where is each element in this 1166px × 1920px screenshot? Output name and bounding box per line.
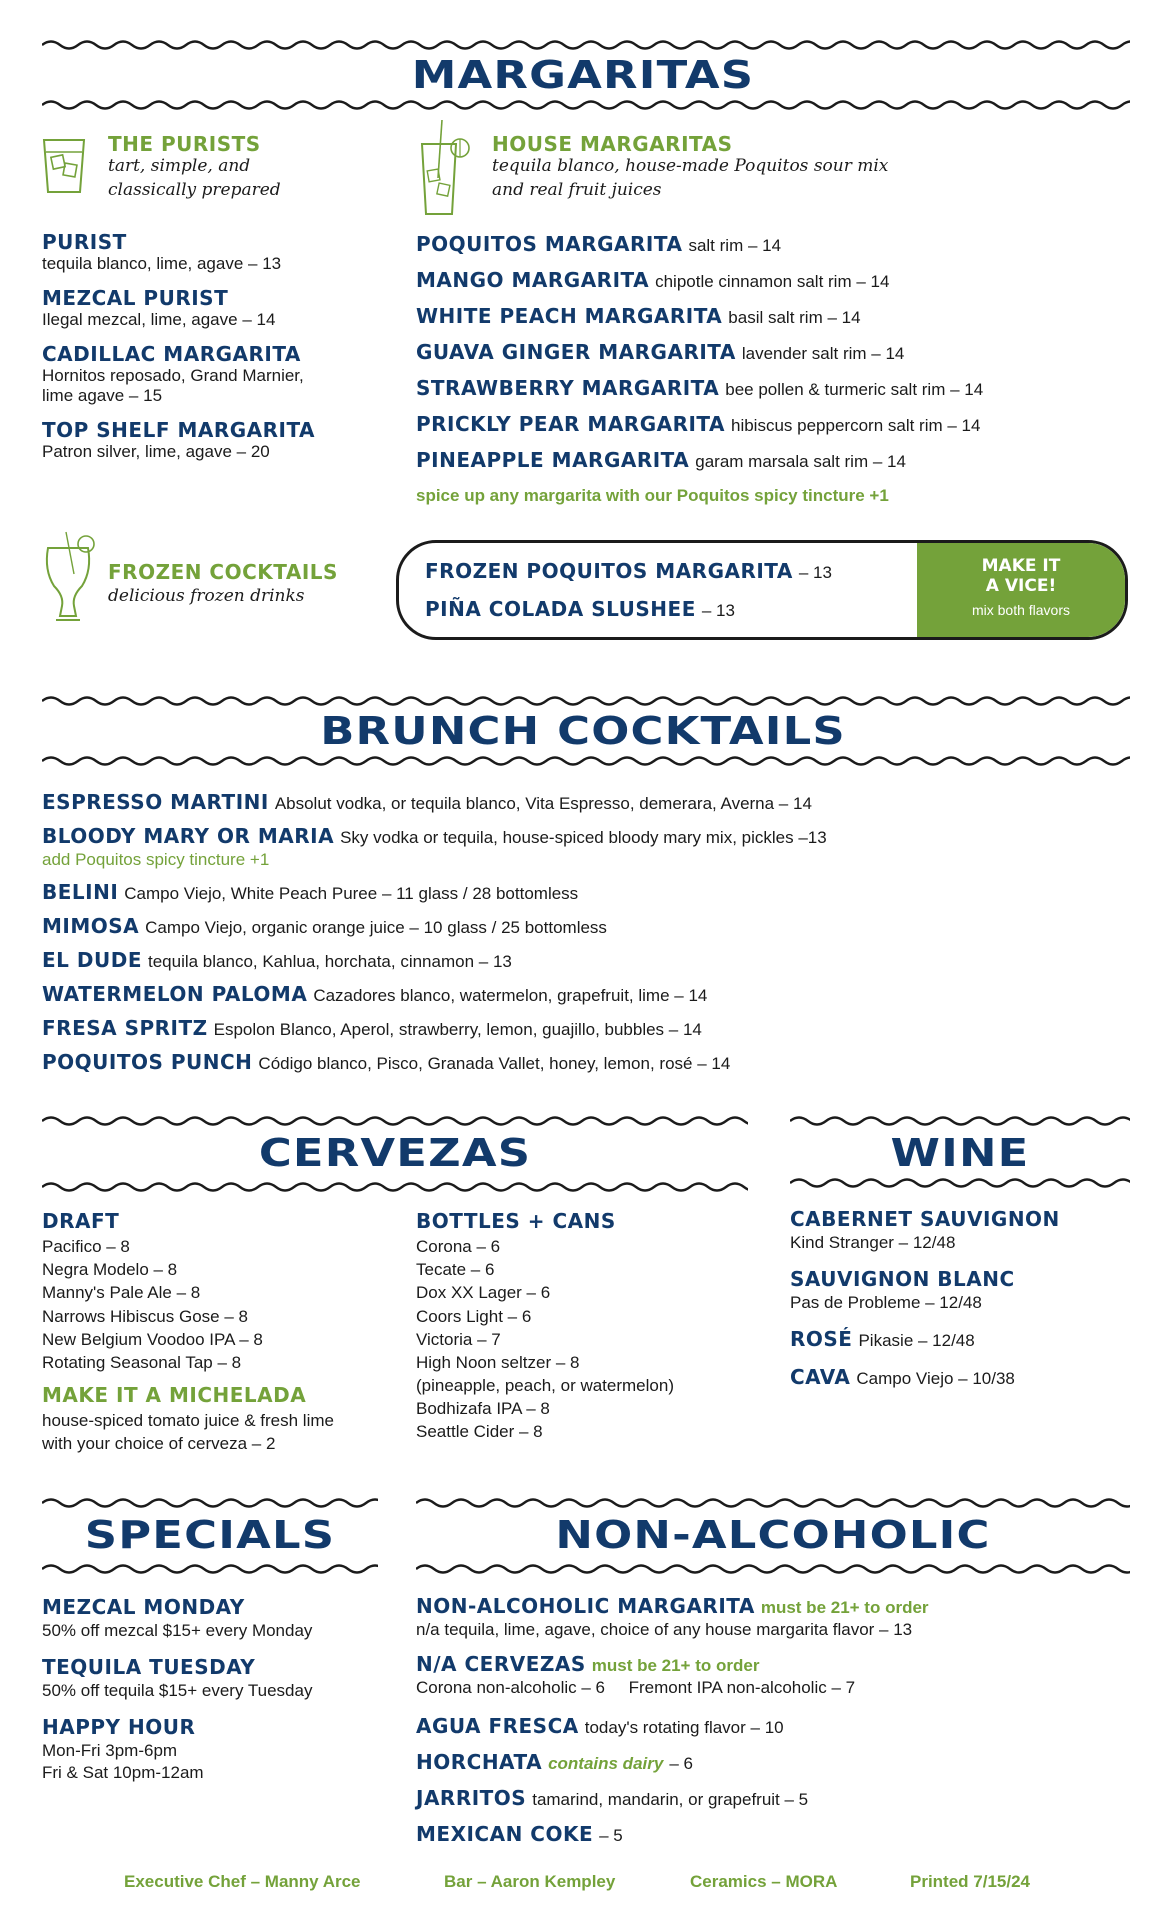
- drink-desc: – 6: [669, 1754, 693, 1773]
- drink-name: JARRITOS: [416, 1786, 527, 1810]
- section-title-non-alcoholic: NON-ALCOHOLIC: [555, 1513, 991, 1557]
- list-item: [416, 412, 980, 437]
- drink-desc: Campo Viejo, White Peach Puree – 11 glass / 28 bottomless: [124, 884, 579, 903]
- wave-divider: [42, 1562, 378, 1576]
- drink-name: ESPRESSO MARTINI: [42, 790, 269, 814]
- list-item: [416, 448, 906, 473]
- footer-printed: Printed 7/15/24: [910, 1872, 1031, 1891]
- wine-name: CAVA: [790, 1365, 851, 1390]
- list-item: Narrows Hibiscus Gose – 8: [42, 1306, 248, 1326]
- drink-name: N/A CERVEZAS: [416, 1652, 586, 1676]
- drink-desc: tamarind, mandarin, or grapefruit – 5: [532, 1790, 809, 1809]
- list-item: [425, 597, 735, 622]
- list-item: [416, 340, 904, 365]
- house-margaritas-heading: HOUSE MARGARITAS: [492, 132, 733, 156]
- drink-desc: bee pollen & turmeric salt rim – 14: [725, 380, 984, 399]
- drink-note: contains dairy: [548, 1754, 664, 1773]
- wine-name: CABERNET SAUVIGNON: [790, 1207, 1060, 1231]
- vice-line: MAKE IT: [981, 556, 1061, 576]
- drink-name: GUAVA GINGER MARGARITA: [416, 340, 736, 364]
- michelada-desc: house-spiced tomato juice & fresh lime: [42, 1411, 334, 1431]
- drink-desc: Cazadores blanco, watermelon, grapefruit, lime – 14: [313, 986, 708, 1005]
- list-item: [42, 418, 382, 462]
- spicy-tincture-note: spice up any margarita with our Poquitos spicy tincture +1: [416, 486, 889, 505]
- list-item: Seattle Cider – 8: [416, 1422, 543, 1442]
- list-item: Tecate – 6: [416, 1260, 495, 1280]
- tincture-note: add Poquitos spicy tincture +1: [42, 850, 270, 869]
- wave-divider: [42, 754, 1130, 768]
- wave-divider: [42, 1496, 378, 1510]
- wave-divider: [416, 1496, 1130, 1510]
- wave-divider: [790, 1176, 1130, 1190]
- drink-name: HORCHATA: [416, 1750, 543, 1774]
- frozen-box: [396, 540, 1128, 640]
- make-it-a-vice-badge: [917, 543, 1125, 637]
- list-item: [416, 376, 983, 401]
- list-item: [416, 1714, 784, 1739]
- wave-divider: [42, 1180, 748, 1194]
- list-item: [42, 948, 512, 973]
- drink-name: POQUITOS PUNCH: [42, 1050, 253, 1074]
- drink-name: TOP SHELF MARGARITA: [42, 418, 316, 442]
- wine-name: ROSÉ: [790, 1327, 853, 1352]
- drink-name: WATERMELON PALOMA: [42, 982, 308, 1006]
- footer-ceramics: Ceramics – MORA: [690, 1872, 838, 1891]
- house-margaritas-desc: tequila blanco, house-made Poquitos sour mix: [492, 156, 889, 176]
- specials-list: [42, 1594, 312, 1784]
- drink-desc: salt rim – 14: [688, 236, 782, 255]
- footer-bar: Bar – Aaron Kempley: [444, 1872, 616, 1891]
- list-item: New Belgium Voodoo IPA – 8: [42, 1329, 263, 1349]
- drink-desc: Absolut vodka, or tequila blanco, Vita Espresso, demerara, Averna – 14: [274, 794, 812, 813]
- section-title-wine: WINE: [890, 1131, 1030, 1175]
- drink-name: WHITE PEACH MARGARITA: [416, 304, 723, 328]
- drink-desc: – 13: [701, 601, 735, 620]
- hurricane-glass-icon: [38, 530, 98, 626]
- drink-desc: chipotle cinnamon salt rim – 14: [655, 272, 890, 291]
- list-item: [42, 914, 607, 939]
- bottles-list: [416, 1208, 674, 1443]
- wave-divider: [42, 1114, 748, 1128]
- list-item: Rotating Seasonal Tap – 8: [42, 1352, 242, 1372]
- wave-divider: [790, 1114, 1130, 1128]
- drink-name: MEXICAN COKE: [416, 1822, 594, 1846]
- special-name: TEQUILA TUESDAY: [42, 1655, 256, 1680]
- list-item: [42, 230, 382, 274]
- drink-name: POQUITOS MARGARITA: [416, 232, 683, 256]
- drink-name: PIÑA COLADA SLUSHEE: [425, 597, 696, 621]
- wine-desc: Campo Viejo – 10/38: [856, 1369, 1015, 1389]
- list-item: [42, 982, 707, 1007]
- drink-name: PURIST: [42, 230, 127, 254]
- drink-desc: basil salt rim – 14: [728, 308, 861, 327]
- drink-desc: tequila blanco, lime, agave – 13: [42, 254, 282, 273]
- list-item: [416, 1750, 693, 1775]
- list-item: (pineapple, peach, or watermelon): [416, 1375, 674, 1395]
- list-item: [790, 1326, 1060, 1352]
- list-item: Coors Light – 6: [416, 1306, 532, 1326]
- list-item: [790, 1364, 1060, 1390]
- wave-divider: [42, 694, 1130, 708]
- drink-name: MIMOSA: [42, 914, 140, 938]
- drink-desc: tequila blanco, Kahlua, horchata, cinnamon – 13: [147, 952, 512, 971]
- special-desc: 50% off tequila $15+ every Tuesday: [42, 1681, 313, 1701]
- purists-desc: classically prepared: [108, 180, 281, 200]
- special-desc: Fri & Sat 10pm-12am: [42, 1763, 204, 1783]
- list-item: [416, 1594, 929, 1619]
- drink-desc: Ilegal mezcal, lime, agave – 14: [42, 310, 276, 329]
- list-item: [416, 1822, 623, 1847]
- wave-divider: [416, 1562, 1130, 1576]
- drink-name: BELINI: [42, 880, 119, 904]
- list-item: Dox XX Lager – 6: [416, 1283, 551, 1303]
- drink-name: STRAWBERRY MARGARITA: [416, 376, 720, 400]
- drink-name: FRESA SPRITZ: [42, 1016, 208, 1040]
- drink-desc: Patron silver, lime, agave – 20: [42, 442, 270, 461]
- wave-divider: [42, 38, 1130, 52]
- list-item: [416, 1652, 759, 1677]
- drink-desc: hibiscus peppercorn salt rim – 14: [731, 416, 981, 435]
- michelada-desc: with your choice of cerveza – 2: [42, 1434, 276, 1454]
- list-item: [42, 790, 812, 815]
- drink-desc: – 5: [599, 1826, 623, 1845]
- section-title-cervezas: CERVEZAS: [258, 1131, 532, 1175]
- drink-name: MEZCAL PURIST: [42, 286, 229, 310]
- drink-desc: Sky vodka or tequila, house-spiced bloody mary mix, pickles –13: [340, 828, 827, 847]
- section-title-brunch: BRUNCH COCKTAILS: [320, 709, 846, 753]
- drink-desc: garam marsala salt rim – 14: [695, 452, 906, 471]
- wine-name: SAUVIGNON BLANC: [790, 1267, 1015, 1292]
- special-name: MEZCAL MONDAY: [42, 1595, 245, 1619]
- list-item: [416, 268, 889, 293]
- list-item: Victoria – 7: [416, 1329, 501, 1349]
- house-margaritas-desc: and real fruit juices: [492, 180, 662, 200]
- special-desc: Mon-Fri 3pm-6pm: [42, 1741, 178, 1761]
- drink-name: PRICKLY PEAR MARGARITA: [416, 412, 725, 436]
- wine-desc: Pikasie – 12/48: [858, 1331, 975, 1351]
- drink-name: FROZEN POQUITOS MARGARITA: [425, 559, 793, 583]
- wine-desc: Pas de Probleme – 12/48: [790, 1293, 982, 1313]
- list-item: [42, 824, 827, 849]
- list-item: [42, 342, 382, 406]
- list-item: [42, 1016, 702, 1041]
- footer-chef: Executive Chef – Manny Arce: [124, 1872, 361, 1891]
- wave-divider: [42, 98, 1130, 112]
- frozen-cocktails-heading: FROZEN COCKTAILS: [108, 560, 338, 584]
- drink-desc: lavender salt rim – 14: [741, 344, 905, 363]
- michelada-heading: MAKE IT A MICHELADA: [42, 1382, 307, 1407]
- list-item: [42, 286, 382, 330]
- list-item: Corona – 6: [416, 1237, 501, 1257]
- section-title-specials: SPECIALS: [84, 1513, 336, 1557]
- rocks-glass-icon: [40, 134, 88, 198]
- list-item: [416, 232, 781, 257]
- drink-note: must be 21+ to order: [591, 1656, 760, 1675]
- drink-name: CADILLAC MARGARITA: [42, 342, 301, 366]
- drink-name: MANGO MARGARITA: [416, 268, 650, 292]
- draft-heading: DRAFT: [42, 1209, 120, 1233]
- bottles-heading: BOTTLES + CANS: [416, 1209, 616, 1233]
- drink-desc: Campo Viejo, organic orange juice – 10 glass / 25 bottomless: [145, 918, 607, 937]
- special-desc: 50% off mezcal $15+ every Monday: [42, 1621, 313, 1640]
- draft-list: [42, 1208, 334, 1455]
- list-item: [416, 304, 861, 329]
- drink-desc: Hornitos reposado, Grand Marnier,: [42, 366, 304, 385]
- list-item: High Noon seltzer – 8: [416, 1352, 580, 1372]
- drink-name: PINEAPPLE MARGARITA: [416, 448, 690, 472]
- drink-desc: lime agave – 15: [42, 386, 163, 405]
- drink-name: NON-ALCOHOLIC MARGARITA: [416, 1594, 755, 1618]
- list-item: Pacifico – 8: [42, 1237, 130, 1257]
- drink-name: AGUA FRESCA: [416, 1714, 579, 1738]
- drink-name: EL DUDE: [42, 948, 142, 972]
- drink-note: must be 21+ to order: [760, 1598, 929, 1617]
- drink-name: BLOODY MARY OR MARIA: [42, 824, 335, 848]
- drink-desc: Corona non-alcoholic – 6 Fremont IPA non-alcoholic – 7: [416, 1678, 856, 1697]
- highball-glass-icon: [416, 118, 472, 218]
- drink-desc: Espolon Blanco, Aperol, strawberry, lemon, guajillo, bubbles – 14: [213, 1020, 702, 1039]
- list-item: [425, 559, 832, 584]
- special-name: HAPPY HOUR: [42, 1715, 196, 1740]
- purist-list: [42, 230, 382, 462]
- purists-desc: tart, simple, and: [108, 156, 251, 176]
- list-item: Negra Modelo – 8: [42, 1260, 178, 1280]
- drink-desc: – 13: [798, 563, 832, 582]
- wine-list: [790, 1206, 1060, 1390]
- drink-desc: Código blanco, Pisco, Granada Vallet, honey, lemon, rosé – 14: [258, 1054, 731, 1073]
- frozen-cocktails-desc: delicious frozen drinks: [108, 586, 305, 606]
- drink-desc: n/a tequila, lime, agave, choice of any house margarita flavor – 13: [416, 1620, 913, 1639]
- list-item: [42, 880, 578, 905]
- list-item: Manny's Pale Ale – 8: [42, 1283, 201, 1303]
- vice-sub: mix both flavors: [971, 602, 1071, 619]
- wine-desc: Kind Stranger – 12/48: [790, 1233, 956, 1252]
- purists-heading: THE PURISTS: [108, 132, 261, 156]
- list-item: Bodhizafa IPA – 8: [416, 1398, 550, 1418]
- list-item: [416, 1786, 808, 1811]
- vice-line: A VICE!: [985, 575, 1057, 596]
- drink-desc: today's rotating flavor – 10: [584, 1718, 784, 1737]
- list-item: [42, 1050, 730, 1075]
- section-title-margaritas: MARGARITAS: [411, 53, 755, 97]
